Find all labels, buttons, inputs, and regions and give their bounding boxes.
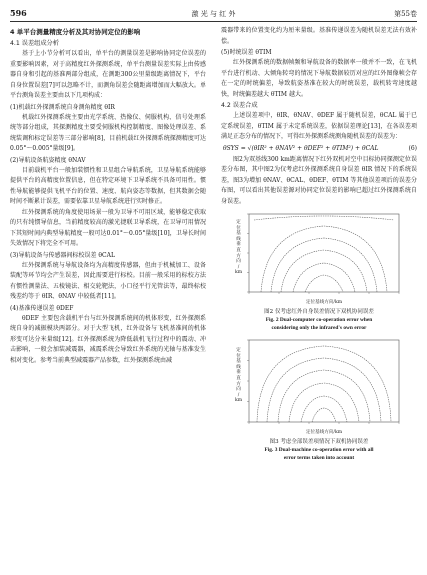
equation-6 [221,143,417,155]
figure-2-caption-en-line2: considering only the infrared's own error [271,325,367,331]
subsection-title-error-synthesis: 4.2 误差合成 [221,102,258,109]
volume-number: 第55卷 [394,10,417,18]
figure-3-caption-en-line2: error terms taken into account [283,455,355,461]
paragraph-ir-system: 机载红外探测系统主要由光学系统、热像仪、伺服机构、信号处理系统等部分组成，其探测精度主要受伺服机构控制精度、图像处理误差、系统装调和标定误差等三部分影响[8]，目前机载红外探测系统探测精度可达0.05°～0.005°量级[9]。 [10,113,206,152]
paragraph-calibration: 红外探测系统与导航设备均为高精度传感器，但由于机械加工、设备装配等环节均会产生误差，因此需要进行标校。目前一般采用的标校方法有惯性测量法、五棱镜法、相交轮靶法，小口径平行光管法等，最终标校残差约等于 θIR、θNAV 中较低者[11]。 [10,261,206,300]
figure-2 [221,210,417,308]
paragraph-intro: 基于上小节分析可以看出，单平台的测量误差是影响协同定位误差的重要影响因素，对于高精度红外探测系统，单平台测量误差实际上由传感器自身和引起的基准两部分组成，在测距300公里量级距离情况下，平台自身位置误差[7]可以忽略不计，而测角误差会随距离增加而大幅放大。单平台测角误差主要由以下几项构成： [10,50,206,99]
item-5-heading: (5)时统误差 θTIM [221,49,272,56]
right-column [221,26,417,462]
figure-2-caption-cn: 图2 仅考虑红外自身误差情况下双机协同误差 [264,309,374,315]
figure-3-contour-plot [221,336,417,438]
page-number: 596 [10,8,27,18]
item-1-heading: (1)机载红外探测系统自身测角精度 θIR [10,103,115,111]
paragraph-figures: 图2为双基线300 km距离情况下红外双机对空中目标协同探测定位误差分布图，其中图2为仅考虑红外探测系统自身误差 θIR 情况下的系统误差，图3为增加 θNAV、θCAL、θDEF、θTIM 等其他误差项后的误差分布图，可以看出其他误差源对协同定位误差的影响已超过红外探测系统自身误差。 [221,155,417,205]
paragraph-continued: 震器带来的位置变化约为厘米量级。基准传递误差为随机误差无法有效补偿。 [221,27,417,45]
figure-3 [221,336,417,438]
figure-3-caption-en-line1: Fig. 3 Dual-machine co-operation error with all [264,447,374,453]
journal-name: 激 光 与 红 外 [191,10,236,18]
paragraph-nav-2: 红外探测系统的角度使用场景一般为卫导不可用区域，能够稳定获取的只有纯惯导信息，当前精度较高的激光捷联卫导系统，在卫导可用情况下其短时间内典型导航精度一般可达0.01°～0.05°量级[10]，卫导长时间失效情况下将完全不可用。 [10,208,206,247]
section-title: 4 单平台测量精度分析及其对协同定位的影响 [10,28,141,36]
figure-2-contour-plot [221,210,417,308]
equation-number: (6) [408,144,417,152]
paragraph-synthesis: 上述误差项中，θIR、θNAV、θDEF 属于随机误差，θCAL 属于已定系统误差，θTIM 属于未定系统误差，依据误差理论[13]，在各误差项满足正态分布的情况下，可得红外探测系统测角随机误差的误差为： [221,112,417,140]
equation-body: θSYS = √(θIR² + θNAV² + θDEF² + θTIM²) + θCAL [223,144,379,152]
page-header [10,6,417,22]
figure-3-ylabel: 定 位 基 线 垂 直 方 向 / km [235,348,243,404]
figure-2-xlabel: 定位基线方向/km [305,300,343,305]
item-2-heading: (2)导航设备航姿精度 θNAV [10,156,86,164]
subsection-title-error-analysis: 4.1 误差组成分析 [10,40,59,47]
figure-2-ylabel: 定 位 基 线 垂 直 方 向 / km [235,220,243,276]
paragraph-nav-1: 目前载机平台一般加装惯性和卫星组合导航系统，卫星导航系统能够提供平台的高精度位置信息，但在特定环境下卫导系统不具备可用性。惯性导航能够提供飞机平台的位置、速度、航向姿态等数据，但其数据会随时间不断累计误差，需要依靠卫星导航系统进行实时修正。 [10,166,206,205]
left-column [10,26,206,366]
figure-2-caption-en-line1: Fig. 2 Dual-computer co-operation error when [265,317,373,323]
paragraph-deformation: θDEF 主要包含载机平台与红外探测系统间的机体形变，红外探测系统自身的减振模块两部分。对于大型飞机，红外设备与飞机基准间的机体形变可达分米量级[12]。红外探测系统为降低载机飞行过程中的震动、冲击影响，一般会加装减震器，减震系统会导致红外系统的光轴与基准发生相对变化。参考当前典型减震器产品参数，红外探测系统由减 [10,314,206,364]
item-3-heading: (3)导航设备与传感器间标校误差 θCAL [10,251,115,259]
figure-3-caption-cn: 图3 考虑全部误差项情况下双机协同误差 [269,439,369,445]
item-4-heading: (4)基准传递误差 θDEF [10,304,74,312]
paragraph-time-sync: 红外探测系统的数据帧频和导航设备的数据率一般并不一致，在飞机平台进行机动、大倾角转弯的情况下导航数据较历对应的红外图像帧会存在一定的时统偏差，导致航姿基准在较大的时统误差，载机转弯速度越快，时统偏差越大 θTIM 越大。 [221,59,417,98]
figure-3-xlabel: 定位基线方向/km [305,430,343,435]
